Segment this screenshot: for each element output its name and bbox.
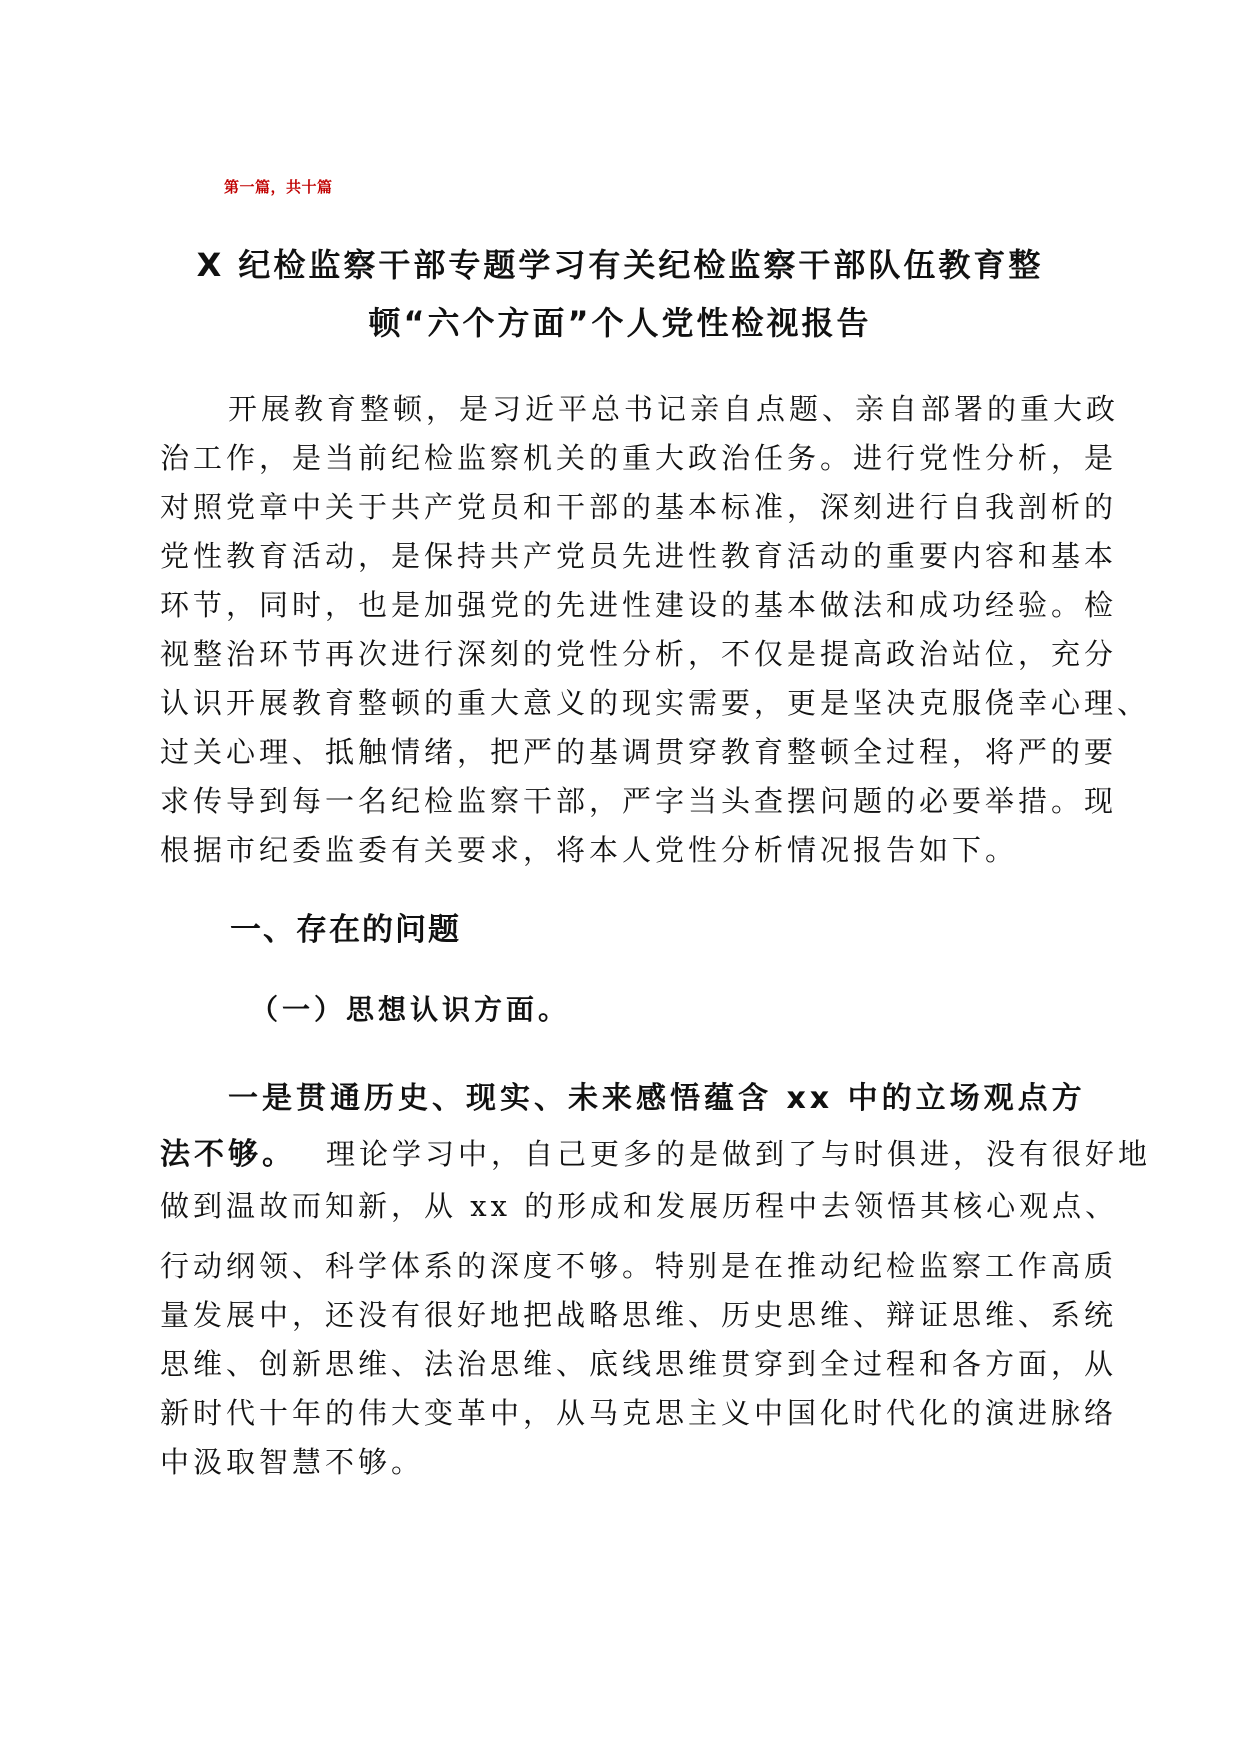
- paragraph-line: 新时代十年的伟大变革中，从马克思主义中国化时代化的演进脉络: [160, 1396, 1118, 1430]
- subsection-heading: （一）思想认识方面。: [250, 993, 571, 1026]
- paragraph-line: 做到温故而知新，从 xx 的形成和发展历程中去领悟其核心观点、: [160, 1189, 1119, 1223]
- section-heading: 一、存在的问题: [230, 912, 461, 948]
- paragraph-line: 行动纲领、科学体系的深度不够。特别是在推动纪检监察工作高质: [160, 1249, 1118, 1283]
- intro-line: 求传导到每一名纪检监察干部，严字当头查摆问题的必要举措。现: [160, 784, 1118, 818]
- title-line-2: 顿“六个方面”个人党性检视报告: [368, 304, 872, 342]
- paragraph-text: 理论学习中，自己更多的是做到了与时俱进，没有很好地: [326, 1137, 1152, 1171]
- paragraph-line: 中汲取智慧不够。: [160, 1445, 425, 1479]
- intro-line: 对照党章中关于共产党员和干部的基本标准，深刻进行自我剖析的: [160, 490, 1118, 524]
- intro-line: 根据市纪委监委有关要求，将本人党性分析情况报告如下。: [160, 833, 1019, 867]
- title-line-1: X 纪检监察干部专题学习有关纪检监察干部队伍教育整: [196, 246, 1044, 284]
- lead-sentence-line: [160, 1068, 1102, 1128]
- series-tag: 第一篇，共十篇: [224, 178, 333, 196]
- intro-paragraph: [160, 385, 1151, 875]
- intro-line: 开展教育整顿，是习近平总书记亲自点题、亲自部署的重大政: [228, 392, 1120, 426]
- lead-sentence-part2: 法不够。: [160, 1137, 296, 1172]
- intro-line: 党性教育活动，是保持共产党员先进性教育活动的重要内容和基本: [160, 539, 1118, 573]
- document-title: [160, 236, 1080, 352]
- intro-line: 治工作，是当前纪检监察机关的重大政治任务。进行党性分析，是: [160, 441, 1118, 475]
- paragraph-line: 思维、创新思维、法治思维、底线思维贯穿到全过程和各方面，从: [160, 1347, 1118, 1381]
- intro-line: 过关心理、抵触情绪，把严的基调贯穿教育整顿全过程，将严的要: [160, 735, 1118, 769]
- paragraph-line: [160, 1128, 1152, 1180]
- subsection-paragraph: [160, 1068, 1152, 1487]
- intro-line: 环节，同时，也是加强党的先进性建设的基本做法和成功经验。检: [160, 588, 1118, 622]
- intro-line: 认识开展教育整顿的重大意义的现实需要，更是坚决克服侥幸心理、: [160, 686, 1151, 720]
- paragraph-line: 量发展中，还没有很好地把战略思维、历史思维、辩证思维、系统: [160, 1298, 1118, 1332]
- lead-sentence-part1: 一是贯通历史、现实、未来感悟蕴含 xx 中的立场观点方: [228, 1081, 1086, 1116]
- intro-line: 视整治环节再次进行深刻的党性分析，不仅是提高政治站位，充分: [160, 637, 1118, 671]
